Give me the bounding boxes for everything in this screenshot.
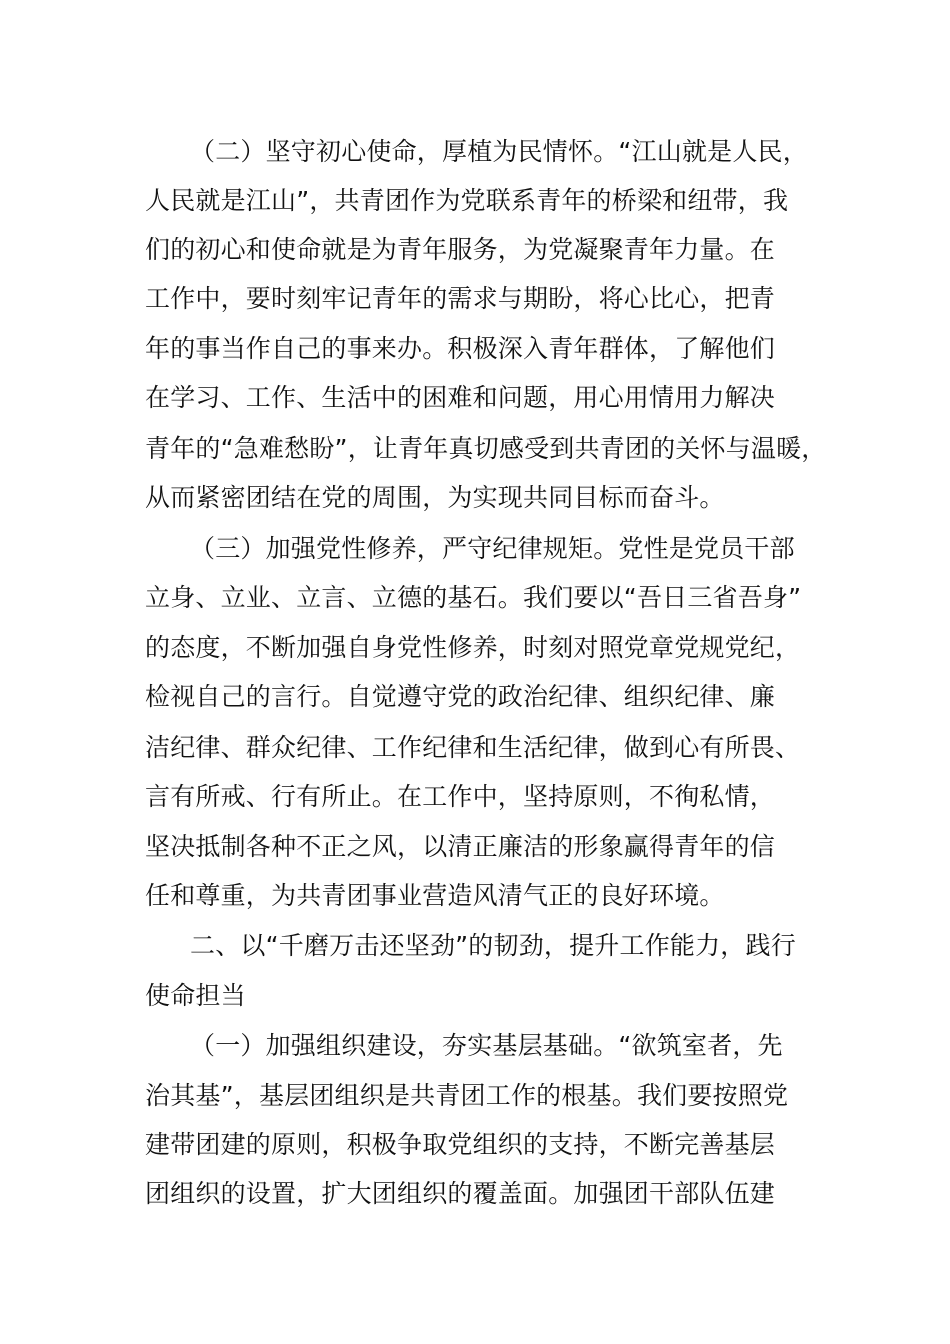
text-line: 工作中，要时刻牢记青年的需求与期盼，将心比心，把青 bbox=[145, 284, 776, 313]
text-line: 在学习、工作、生活中的困难和问题，用心用情用力解决 bbox=[145, 383, 776, 412]
section-heading-line: 使命担当 bbox=[145, 981, 246, 1010]
text-line: 团组织的设置，扩大团组织的覆盖面。加强团干部队伍建 bbox=[145, 1179, 776, 1208]
text-line: 从而紧密团结在党的周围，为实现共同目标而奋斗。 bbox=[145, 483, 725, 512]
text-line: 言有所戒、行有所止。在工作中，坚持原则，不徇私情， bbox=[145, 782, 776, 811]
text-line: 立身、立业、立言、立德的基石。我们要以“吾日三省吾身” bbox=[145, 583, 802, 612]
text-line: 检视自己的言行。自觉遵守党的政治纪律、组织纪律、廉 bbox=[145, 682, 776, 711]
text-line: （二）坚守初心使命，厚植为民情怀。“江山就是人民， bbox=[190, 137, 808, 166]
text-line: 青年的“急难愁盼”，让青年真切感受到共青团的关怀与温暖， bbox=[145, 434, 827, 463]
text-line: 治其基”，基层团组织是共青团工作的根基。我们要按照党 bbox=[145, 1081, 789, 1110]
text-line: 的态度，不断加强自身党性修养，时刻对照党章党规党纪， bbox=[145, 633, 801, 662]
text-line: 人民就是江山”，共青团作为党联系青年的桥梁和纽带，我 bbox=[145, 186, 789, 215]
text-line: 年的事当作自己的事来办。积极深入青年群体，了解他们 bbox=[145, 334, 776, 363]
text-line: 们的初心和使命就是为青年服务，为党凝聚青年力量。在 bbox=[145, 235, 776, 264]
text-line: 建带团建的原则，积极争取党组织的支持，不断完善基层 bbox=[145, 1130, 776, 1159]
section-heading-line: 二、以“千磨万击还坚劲”的韧劲，提升工作能力，践行 bbox=[190, 931, 796, 960]
text-line: 洁纪律、群众纪律、工作纪律和生活纪律，做到心有所畏、 bbox=[145, 733, 801, 762]
text-line: 任和尊重，为共青团事业营造风清气正的良好环境。 bbox=[145, 881, 725, 910]
text-line: （一）加强组织建设，夯实基层基础。“欲筑室者，先 bbox=[190, 1031, 783, 1060]
text-line: 坚决抵制各种不正之风，以清正廉洁的形象赢得青年的信 bbox=[145, 832, 776, 861]
text-line: （三）加强党性修养，严守纪律规矩。党性是党员干部 bbox=[190, 534, 795, 563]
